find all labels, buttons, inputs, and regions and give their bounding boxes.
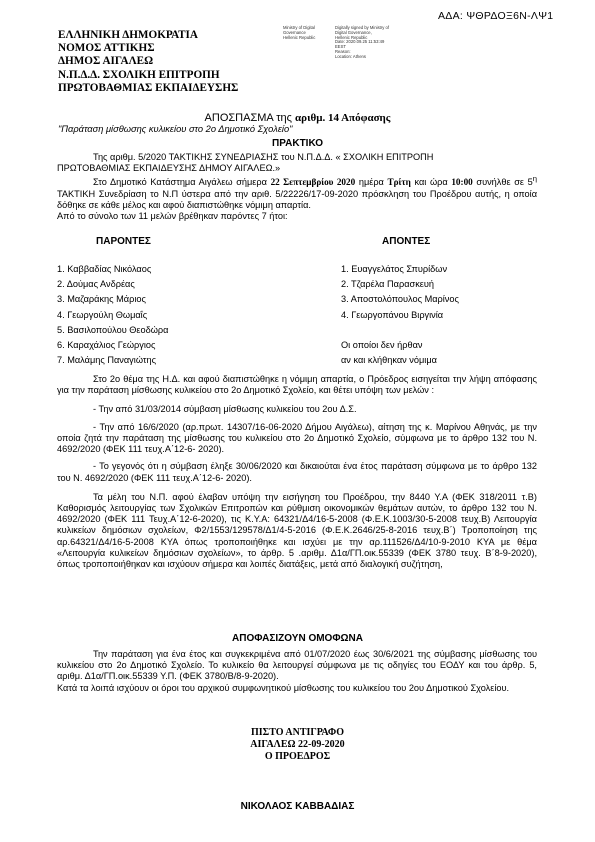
decision-section xyxy=(57,649,537,694)
stamp-text: Hellenic Republic xyxy=(335,34,368,40)
list-item: 3. Αποστολόπουλος Μαρίνος xyxy=(341,294,459,305)
ada-code: ΑΔΑ: ΨΘΡΔΟΞ6Ν-ΛΨ1 xyxy=(438,10,554,22)
main-body xyxy=(57,374,537,570)
section-heading-praktiko: ΠΡΑΚΤΙΚΟ xyxy=(271,138,324,149)
stamp-text: EEST xyxy=(335,44,346,50)
present-list xyxy=(57,262,168,368)
stamp-text: Date: 2020.09.25 11:53:49 xyxy=(335,39,385,45)
bullet-item: - Την από 31/03/2014 σύμβαση μίσθωσης κυλικείου του 2ου Δ.Σ. xyxy=(93,404,357,415)
absent-note: αν και κλήθηκαν νόμιμα xyxy=(341,355,437,366)
issuer-header xyxy=(58,29,238,95)
members-paragraph: Τα μέλη του Ν.Π. αφού έλαβαν υπόψη την εισήγηση του Προέδρου, την 8440 Υ.Α (ΦΕΚ 318/2011 τ.Β) Καθορισμός λειτουργίας των Σχολικών Επιτροπών και ρύθμιση οικονομικών θεμάτων αυτών, το άρθρο 132 του Ν. 4692/2020 (ΦΕΚ 111 Τευχ.Α΄12-6-2020), τις Κ.Υ.Α: 64321/Δ4/16-5-2008 (Φ.Ε.Κ.1003/30-5-2008 τευχ.Β) Λειτουργία κυλικείων δημόσιων σχολείων, Φ2/1553/129578/Δ1/4-5-2016 (Φ.Ε.Κ.2646/25-8-2016 τευχ.Β΄) Τροποποίηση της αρ.64321/Δ4/16-5-2008 ΚΥΑ όπως τροποποιήθηκε και ισχύει με την αρ.111526/Δ4/10-9-2010 ΚΥΑ με θέμα «Λειτουργία κυλικείων δημόσιων σχολείων», το άρθρ. 5 .αριθμ. Δ1α/ΓΠ.οικ.55339 (ΦΕΚ 3780 τευχ. Β΄8-9-2020), όπως τροποποιήθηκαν και ισχύουν σήμερα και λοιπές διατάξεις, μετά από διαλογική συζήτηση, xyxy=(57,491,537,570)
stamp-text: Governance xyxy=(283,29,306,35)
header-line: ΔΗΜΟΣ ΑΙΓΑΛΕΩ xyxy=(58,55,154,68)
bullet-item: - Το γεγονός ότι η σύμβαση έληξε 30/06/2020 και δικαιούται ένα έτος παράταση σύμφωνα με το άρθρο 132 του Ν. 4692/2020 (ΦΕΚ 111 τευχ.Α΄12-6- 2020). xyxy=(57,461,537,483)
intro-line: ΠΡΩΤΟΒΑΘΜΙΑΣ ΕΚΠΑΙΔΕΥΣΗΣ ΔΗΜΟΥ ΑΙΓΑΛΕΩ.» xyxy=(57,163,281,174)
document-title: ΑΠΟΣΠΑΣΜΑ της αριθμ. 14 Απόφασης xyxy=(204,112,391,124)
header-line: ΝΟΜΟΣ ΑΤΤΙΚΗΣ xyxy=(58,42,155,55)
stamp-text: Reason: xyxy=(335,49,351,55)
absent-note: Οι οποίοι δεν ήρθαν xyxy=(341,340,423,350)
quorum-line: Από το σύνολο των 11 μελών βρέθηκαν παρόντες 7 ήτοι: xyxy=(57,211,288,222)
list-item: 1. Ευαγγελάτος Σπυρίδων xyxy=(341,264,448,274)
present-heading: ΠΑΡΟΝΤΕΣ xyxy=(96,236,151,247)
decision-heading: ΑΠΟΦΑΣΙΖΟΥΝ ΟΜΟΦΩΝΑ xyxy=(232,633,363,644)
absent-list xyxy=(341,262,459,368)
header-line: ΠΡΩΤΟΒΑΘΜΙΑΣ ΕΚΠΑΙΔΕΥΣΗΣ xyxy=(58,81,239,94)
intro-line: Της αριθμ. 5/2020 ΤΑΚΤΙΚΗΣ ΣΥΝΕΔΡΙΑΣΗΣ του Ν.Π.Δ.Δ. « ΣΧΟΛΙΚΗ ΕΠΙΤΡΟΠΗ xyxy=(93,152,434,162)
header-line: Ν.Π.Δ.Δ. ΣΧΟΛΙΚΗ ΕΠΙΤΡΟΠΗ xyxy=(58,68,220,81)
bullet-item: - Την από 16/6/2020 (αρ.πρωτ. 14307/16-06-2020 Δήμου Αιγάλεω), αίτηση της κ. Μαρίνου Αθηνάς, με την οποία ζητά την παράταση της μίσθωσης του κυλικείου στο 2ο Δημοτικό Σχολείο, σύμφωνα με το άρθρο 132 του Ν. 4692/2020 (ΦΕΚ 111 τευχ.Α΄12-6- 2020). xyxy=(57,421,537,455)
header-line: ΕΛΛΗΝΙΚΗ ΔΗΜΟΚΡΑΤΙΑ xyxy=(58,29,198,41)
stamp-text: Ministry of Digital xyxy=(283,25,315,30)
list-item: 3. Μαζαράκης Μάριος xyxy=(57,294,146,305)
decision-paragraph: Την παράταση για ένα έτος και συγκεκριμένα από 01/07/2020 έως 30/6/2021 της σύμβασης μίσθωσης του κυλικείου στο 2ο Δημοτικό Σχολείο. Το κυλικείο θα λειτουργεί σύμφωνα με τις οδηγίες του ΕΟΔΥ και του άρθρ. 5, αριθμ. Δ1α/ΓΠ.οικ.55339 Υ.Π. (ΦΕΚ 3780/Β/8-9-2020). xyxy=(57,649,537,682)
list-item: 4. Γεωργοπάνου Βιργινία xyxy=(341,309,444,320)
signer-name: ΝΙΚΟΛΑΟΣ ΚΑΒΒΑΔΙΑΣ xyxy=(240,801,355,812)
digital-signature-stamp xyxy=(283,26,453,60)
signer-role: Ο ΠΡΟΕΔΡΟΣ xyxy=(264,751,331,763)
main-paragraph: Στο 2ο θέμα της Η.Δ. και αφού διαπιστώθηκε η νόμιμη απαρτία, ο Πρόεδρος εισηγείται την λήψη απόφασης για την παράταση μίσθωσης κυλικείου στο 2ο Δημοτικό Σχολείο, και θέτει υπόψη των μελών : xyxy=(57,374,537,396)
true-copy-label: ΠΙΣΤΟ ΑΝΤΙΓΡΑΦΟ xyxy=(251,727,344,738)
list-item: 5. Βασιλοπούλου Θεοδώρα xyxy=(57,324,169,335)
list-item: 6. Καραχάλιος Γεώργιος xyxy=(57,340,156,351)
list-item: 1. Καββαδίας Νικόλαος xyxy=(57,264,152,274)
intro-section xyxy=(57,152,537,222)
decision-paragraph: Κατά τα λοιπά ισχύουν οι όροι του αρχικού συμφωνητικού μίσθωσης του κυλικείου του 2ου Δημοτικού Σχολείου. xyxy=(57,682,510,693)
list-item: 4. Γεωργούλη Θωμαΐς xyxy=(57,309,148,320)
list-item: 7. Μαλάμης Παναγιώτης xyxy=(57,355,157,366)
stamp-text: Digital Governance, xyxy=(335,29,372,35)
stamp-text: Location: Athens xyxy=(335,53,366,59)
list-item: 2. Δούμας Ανδρέας xyxy=(57,279,135,290)
place-date: ΑΙΓΑΛΕΩ 22-09-2020 xyxy=(250,739,345,751)
stamp-text: Digitally signed by Ministry of xyxy=(335,25,389,30)
list-item: 2. Τζαρέλα Παρασκευή xyxy=(341,279,435,290)
stamp-text: Hellenic Republic xyxy=(283,34,316,40)
document-subtitle: "Παράταση μίσθωσης κυλικείου στο 2ο Δημοτικό Σχολείο" xyxy=(58,124,293,134)
signature-block xyxy=(0,727,595,764)
absent-heading: ΑΠΟΝΤΕΣ xyxy=(382,236,431,247)
meeting-paragraph: Στο Δημοτικό Κατάστημα Αιγάλεω σήμερα 22 Σεπτεμβρίου 2020 ημέρα Τρίτη και ώρα 10:00 συνήλθε σε $5^\eta$ ΤΑΚΤΙΚΗ Συνεδρίαση το Ν.Π ύστερα από την αριθ. 5/22226/17-09-2020 πρόσκληση του Προέδρου αυτής, η οποία δόθηκε σε κάθε μέλος και αφού διαπιστώθηκε νόμιμη απαρτία. xyxy=(57,174,537,210)
